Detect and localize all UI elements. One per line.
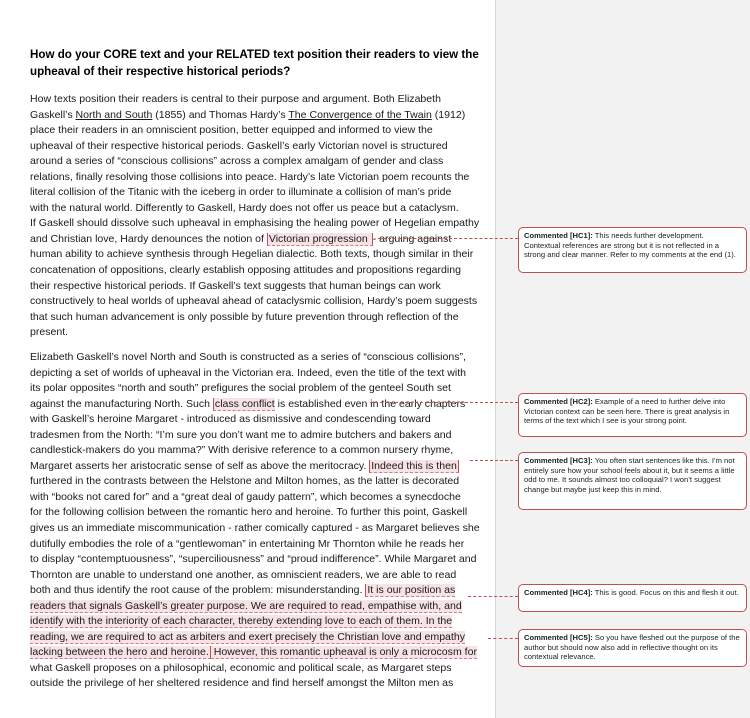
comment-balloon-hc4[interactable] (518, 584, 747, 612)
text-line: dutifully embodies the role of a “gentlewoman” in entertaining Mr Thornton while he reads her (30, 537, 465, 550)
text-line: How texts position their readers is central to their purpose and argument. Both Elizabeth (30, 93, 441, 105)
comment-connector-hc3 (470, 460, 518, 461)
text-line: around a series of “conscious collisions” across a complex amalgam of gender and class (30, 155, 444, 168)
comment-label: Commented [HC4]: (524, 588, 593, 597)
text-line: Thornton are unable to understand one another, as omniscient readers, we are able to read (30, 568, 457, 581)
core-text-title: North and South (75, 108, 153, 121)
text-line: candlestick-makers do you mamma?” With derisive reference to a common nursery rhyme, (30, 444, 454, 457)
comment-text: This is good. Focus on this and flesh it out. (592, 588, 739, 597)
comment-balloon-hc5[interactable] (518, 629, 747, 667)
comment-label: Commented [HC2]: (524, 397, 593, 406)
text-line: both and thus identify the root cause of the problem: misunderstanding. It is our position as (30, 584, 456, 597)
comment-balloon-hc1[interactable] (518, 227, 747, 273)
comment-anchor-hc3[interactable]: Indeed this is then (371, 459, 457, 472)
comment-anchor-hc4-cont[interactable]: readers that signals Gaskell’s greater purpose. We are required to read, empathise with, and (30, 599, 462, 612)
text-line (30, 645, 485, 661)
text-line: relations, finally resolving those collisions into peace. Hardy’s late Victorian poem recounts the (30, 170, 470, 183)
text-line: Gaskell’s North and South (1855) and Thomas Hardy’s The Convergence of the Twain (1912) (30, 108, 466, 121)
text-line: depicting a set of worlds of upheaval in the Victorian era. Indeed, even the title of the text with (30, 366, 467, 379)
text-line: tradesmen from the North: “I’m sure you don’t want me to admire butchers and bakers and (30, 428, 452, 441)
text-line: present. (30, 326, 69, 339)
comment-connector-hc1 (378, 238, 518, 239)
comment-label: Commented [HC5]: (524, 633, 593, 642)
text-line (30, 599, 485, 615)
comment-anchor-hc2[interactable]: class conflict (214, 397, 275, 410)
comment-text: This needs further development. Contextual references are strong but it is not reflected in a strong and clear manner. Refer to my comments at the end (1). (524, 231, 736, 259)
comment-label: Commented [HC1]: (524, 231, 593, 240)
text-line: outside the privilege of her sheltered residence and find herself amongst the Milton men as (30, 677, 454, 690)
text-line: and Christian love, Hardy denounces the notion of Victorian progression - arguing against (30, 232, 452, 245)
comment-connector-hc4 (468, 596, 518, 597)
text-line: furthered in the contrasts between the Helstone and Milton homes, as the latter is decorated (30, 475, 460, 488)
text-line: to display “contemptuousness”, “superciliousness” and “proud indifference”. While Margaret and (30, 553, 477, 566)
comment-anchor-hc1[interactable]: Victorian progression (268, 232, 371, 245)
text-line: their respective historical periods. If Gaskell’s text suggests that human beings can work (30, 279, 441, 292)
comment-anchor-hc5[interactable]: However, this romantic upheaval is only a microcosm for (210, 646, 477, 659)
comment-connector-hc5 (488, 638, 518, 639)
text-line (30, 614, 485, 630)
text-line: what Gaskell proposes on a philosophical, economic and political scale, as Margaret steps (30, 661, 452, 674)
comment-text: So you have fleshed out the purpose of the author but should now also add in reflective thought on its contextual relevance. (524, 633, 740, 661)
text-line: Elizabeth Gaskell’s novel North and South is constructed as a series of “conscious collisions”, (30, 351, 466, 363)
comment-anchor-hc4-cont[interactable]: reading, we are required to act as arbiters and exert precisely the Christian love and empathy (30, 630, 465, 643)
text-line: Margaret asserts her aristocratic sense of self as above the meritocracy. Indeed this is then (30, 459, 457, 472)
comment-anchor-hc4-cont[interactable]: identify with the interiority of each character, thereby extending love to each of them. In the (30, 615, 453, 628)
comment-balloon-hc2[interactable] (518, 393, 747, 437)
related-text-title: The Convergence of the Twain (288, 108, 432, 121)
text-line: against the manufacturing North. Such class conflict is established even in the early chapters (30, 397, 466, 410)
text-line: with Gaskell’s heroine Margaret - introduced as dismissive and condescending toward (30, 413, 431, 426)
text-line: with “books not cared for” and a “great deal of gaudy pattern”, which becomes a synecdoche (30, 490, 461, 503)
comment-connector-hc2 (370, 402, 518, 403)
text-line: upheaval of their respective historical periods. Gaskell’s early Victorian novel is structured (30, 139, 448, 152)
text-line: gives us an immediate miscommunication - rather comically captured - as Margaret believes she (30, 522, 480, 535)
comment-anchor-hc4-cont[interactable]: lacking between the hero and heroine. (30, 646, 209, 659)
comment-balloon-hc3[interactable] (518, 452, 747, 510)
text-line: literal collision of the Titanic with the iceberg in order to illuminate a collision of man’s pride (30, 186, 452, 199)
text-line: concatenation of oppositions, clearly establish opposing attitudes and propositions regarding (30, 264, 461, 277)
comment-label: Commented [HC3]: (524, 456, 593, 465)
text-line: that such human advancement is only possible by future prevention through reflection of the (30, 310, 459, 323)
text-line: human ability to achieve synthesis through Hegelian dialectic. Both texts, though similar in their (30, 248, 474, 261)
comment-text: You often start sentences like this. I’m not entirely sure how your school feels about it, but it seems a little odd to me. It sounds almost too colloquial? I won’t suggest change but maybe just keep this in mind. (524, 456, 735, 494)
comment-anchor-hc4[interactable]: It is our position as (367, 584, 456, 597)
text-line: constructively to heal worlds of upheaval ahead of cataclysmic collision, Hardy’s poem suggests (30, 295, 478, 308)
text-line: its polar opposites “north and south” prefigures the social problem of the genteel South set (30, 382, 451, 395)
text-line: for the following collision between the romantic hero and heroine. To further this point, Gaskell (30, 506, 468, 519)
text-line: If Gaskell should dissolve such upheaval in emphasising the healing power of Hegelian empathy (30, 217, 480, 230)
text-line (30, 630, 485, 646)
text-line: with the natural world. Differently to Gaskell, Hardy does not offer us peace but a cataclysm. (30, 201, 459, 214)
paragraph-1 (30, 92, 485, 341)
comment-text: Example of a need to further delve into Victorian context can be seen here. There is great analysis in terms of the text which I see is your strong point. (524, 397, 730, 425)
essay-question-heading: How do your CORE text and your RELATED text position their readers to view the upheaval of their respective historical periods? (30, 48, 479, 78)
text-line: place their readers in an omniscient position, better equipped and informed to view the (30, 124, 433, 137)
